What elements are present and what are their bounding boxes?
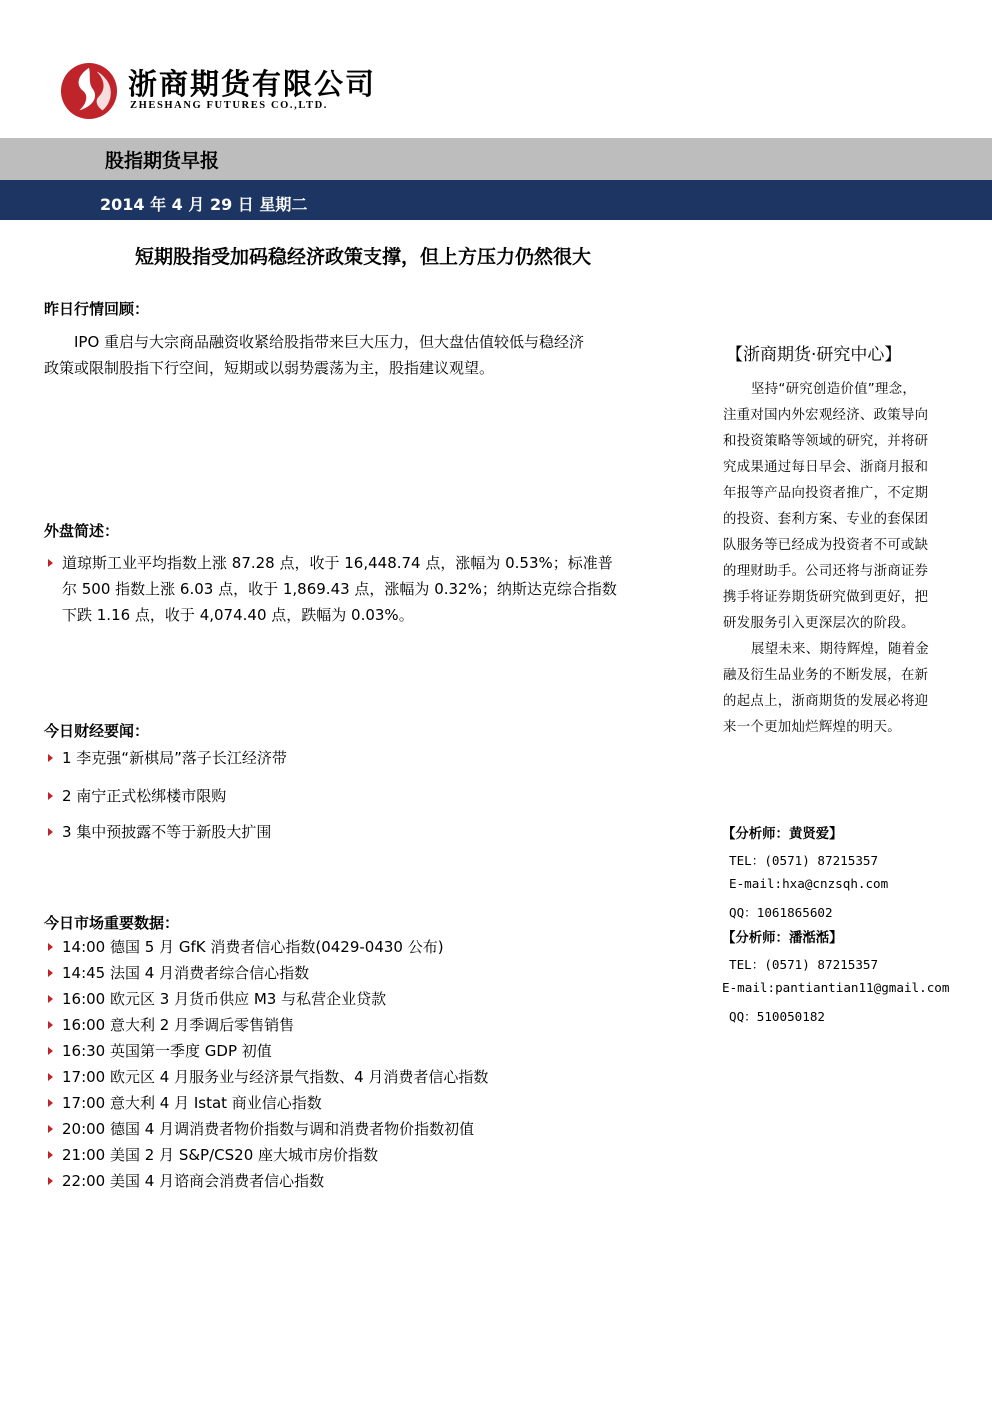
bullet-arrow-icon xyxy=(48,559,53,567)
intro-line: 的起点上，浙商期货的发展必将迎 xyxy=(723,694,929,709)
intro-line: 注重对国内外宏观经济、政策导向 xyxy=(723,408,929,423)
intro-line: 融及衍生品业务的不断发展，在新 xyxy=(723,668,929,683)
analyst-2-email[interactable]: E-mail:pantiantian11@gmail.com xyxy=(722,980,950,995)
intro-line: 坚持“研究创造价值”理念， xyxy=(751,382,917,397)
bullet-arrow-icon xyxy=(48,1099,53,1107)
intro-line: 和投资策略等领域的研究，并将研 xyxy=(723,434,929,449)
market-data-item: 17:00 欧元区 4 月服务业与经济景气指数、4 月消费者信心指数 xyxy=(48,1064,488,1090)
bullet-arrow-icon xyxy=(48,995,53,1003)
analyst-1-heading: 【分析师：黄贤爱】 xyxy=(722,827,843,842)
bullet-arrow-icon xyxy=(48,792,53,800)
analyst-2-tel: TEL：(0571) 87215357 xyxy=(729,957,879,972)
bullet-arrow-icon xyxy=(48,1125,53,1133)
intro-line: 队服务等已经成为投资者不可或缺 xyxy=(723,538,929,553)
analyst-1-qq: QQ：1061865602 xyxy=(729,905,833,920)
research-center-title: 【浙商期货·研究中心】 xyxy=(726,345,902,365)
review-line: IPO 重启与大宗商品融资收紧给股指带来巨大压力，但大盘估值较低与稳经济 xyxy=(74,333,585,351)
market-data-item: 21:00 美国 2 月 S&P/CS20 座大城市房价指数 xyxy=(48,1142,488,1168)
overseas-line: 道琼斯工业平均指数上涨 87.28 点，收于 16,448.74 点，涨幅为 0.53%；标准普 xyxy=(48,550,688,576)
bullet-arrow-icon xyxy=(48,1151,53,1159)
overseas-line: 下跌 1.16 点，收于 4,074.40 点，跌幅为 0.03%。 xyxy=(62,606,414,624)
bullet-arrow-icon xyxy=(48,1073,53,1081)
market-data-list xyxy=(48,934,488,1194)
research-center-intro xyxy=(723,377,953,741)
news-item: 3 集中预披露不等于新股大扩围 xyxy=(48,819,271,845)
analyst-2-heading: 【分析师：潘湉湉】 xyxy=(722,931,843,946)
report-title: 股指期货早报 xyxy=(105,150,220,172)
overseas-line: 尔 500 指数上涨 6.03 点，收于 1,869.43 点，涨幅为 0.32%；纳斯达克综合指数 xyxy=(62,580,617,598)
review-paragraph xyxy=(44,329,684,381)
market-data-item: 20:00 德国 4 月调消费者物价指数与调和消费者物价指数初值 xyxy=(48,1116,488,1142)
intro-line: 研发服务引入更深层次的阶段。 xyxy=(723,616,915,631)
analyst-2-qq: QQ：510050182 xyxy=(729,1009,825,1024)
news-item: 2 南宁正式松绑楼市限购 xyxy=(48,783,226,809)
headline: 短期股指受加码稳经济政策支撑，但上方压力仍然很大 xyxy=(135,246,592,268)
market-data-item: 14:45 法国 4 月消费者综合信心指数 xyxy=(48,960,488,986)
market-data-item: 16:00 欧元区 3 月货币供应 M3 与私营企业贷款 xyxy=(48,986,488,1012)
intro-line: 的理财助手。公司还将与浙商证券 xyxy=(723,564,929,579)
bullet-arrow-icon xyxy=(48,828,53,836)
analyst-1-tel: TEL：(0571) 87215357 xyxy=(729,853,879,868)
company-name-en: ZHESHANG FUTURES CO.,LTD. xyxy=(130,100,329,111)
bullet-arrow-icon xyxy=(48,1021,53,1029)
intro-line: 来一个更加灿烂辉煌的明天。 xyxy=(723,720,901,735)
market-data-item: 16:00 意大利 2 月季调后零售销售 xyxy=(48,1012,488,1038)
market-data-item: 16:30 英国第一季度 GDP 初值 xyxy=(48,1038,488,1064)
intro-line: 展望未来、期待辉煌，随着金 xyxy=(751,642,929,657)
review-line: 政策或限制股指下行空间，短期或以弱势震荡为主，股指建议观望。 xyxy=(44,359,495,377)
bullet-arrow-icon xyxy=(48,754,53,762)
report-date: 2014 年 4 月 29 日 星期二 xyxy=(100,195,308,214)
bullet-arrow-icon xyxy=(48,1177,53,1185)
bullet-arrow-icon xyxy=(48,943,53,951)
news-item: 1 李克强“新棋局”落子长江经济带 xyxy=(48,745,287,771)
market-data-item: 14:00 德国 5 月 GfK 消费者信心指数(0429-0430 公布) xyxy=(48,934,488,960)
overseas-paragraph xyxy=(48,550,688,628)
review-heading: 昨日行情回顾： xyxy=(44,300,150,318)
market-data-item: 22:00 美国 4 月谘商会消费者信心指数 xyxy=(48,1168,488,1194)
analyst-1-email[interactable]: E-mail:hxa@cnzsqh.com xyxy=(729,876,889,891)
bullet-arrow-icon xyxy=(48,969,53,977)
market-data-item: 17:00 意大利 4 月 Istat 商业信心指数 xyxy=(48,1090,488,1116)
news-heading: 今日财经要闻： xyxy=(44,722,150,740)
market-data-heading: 今日市场重要数据： xyxy=(44,914,180,932)
intro-line: 年报等产品向投资者推广，不定期 xyxy=(723,486,929,501)
overseas-heading: 外盘简述： xyxy=(44,522,120,540)
company-logo-icon xyxy=(60,62,118,120)
intro-line: 的投资、套利方案、专业的套保团 xyxy=(723,512,929,527)
intro-line: 携手将证券期货研究做到更好，把 xyxy=(723,590,929,605)
bullet-arrow-icon xyxy=(48,1047,53,1055)
intro-line: 究成果通过每日早会、浙商月报和 xyxy=(723,460,929,475)
company-name-cn: 浙商期货有限公司 xyxy=(128,67,377,101)
